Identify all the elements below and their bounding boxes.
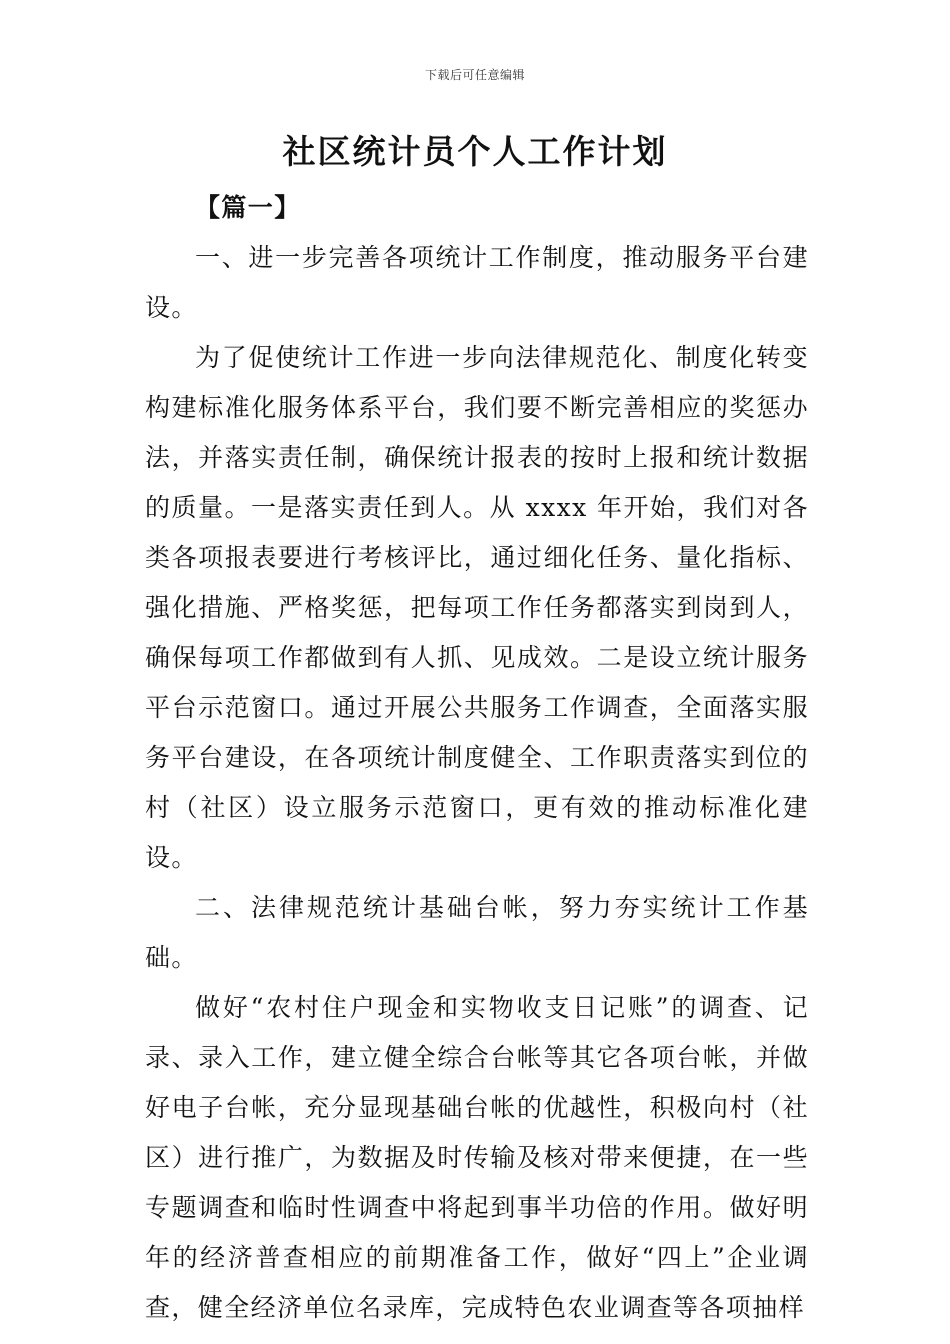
paragraph-1: 为了促使统计工作进一步向法律规范化、制度化转变构建标准化服务体系平台，我们要不断完善相应的奖惩办法，并落实责任制，确保统计报表的按时上报和统计数据的质量。一是落实责任到人。从 xxxx 年开始，我们对各类各项报表要进行考核评比，通过细化任务、量化指标、强化措施、严格奖惩，把每项工作任务都落实到岗到人，确保每项工作都做到有人抓、见成效。二是设立统计服务平台示范窗口。通过开展公共服务工作调查，全面落实服务平台建设，在各项统计制度健全、工作职责落实到位的村（社区）设立服务示范窗口，更有效的推动标准化建设。 — [145, 343, 809, 872]
paragraph-2: 做好“农村住户现金和实物收支日记账”的调查、记录、录入工作，建立健全综合台帐等其它各项台帐，并做好电子台帐，充分显现基础台帐的优越性，积极向村（社区）进行推广，为数据及时传输及核对带来便捷，在一些专题调查和临时性调查中将起到事半功倍的作用。做好明年的经济普查相应的前期准备工作，做好“四上”企业调查，健全经济单位名录库，完成特色农业调查等各项抽样 — [145, 993, 809, 1322]
document-body — [145, 183, 809, 1333]
paragraph-heading-2: 二、法律规范统计基础台帐，努力夯实统计工作基础。 — [145, 893, 809, 972]
paragraph-heading-1: 一、进一步完善各项统计工作制度，推动服务平台建设。 — [145, 243, 809, 322]
section-label: 【篇一】 — [195, 193, 301, 222]
header-note: 下载后可任意编辑 — [424, 68, 525, 82]
document-title: 社区统计员个人工作计划 — [282, 132, 668, 171]
